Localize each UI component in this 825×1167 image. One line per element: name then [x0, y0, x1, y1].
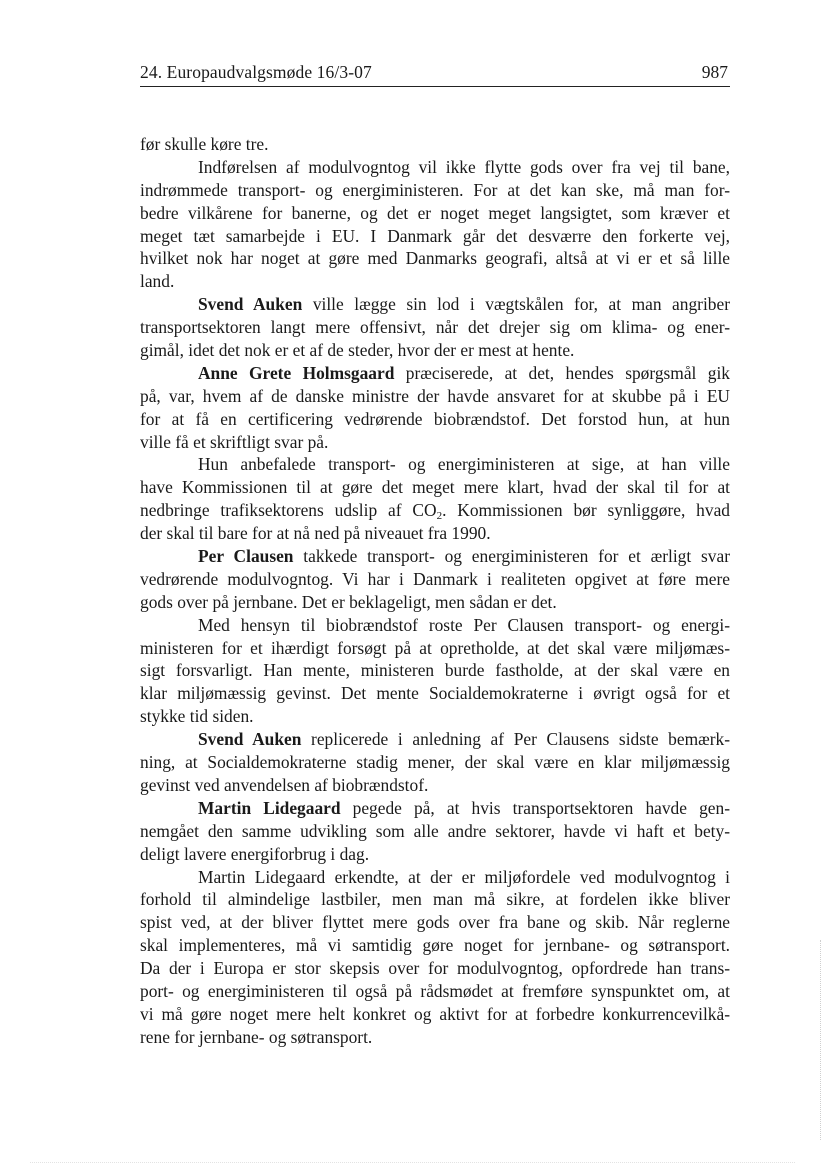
text-segment: skal implementeres, må vi samtidig gøre noget for jernbane- og søtransport.: [140, 935, 730, 956]
text-segment: . Kommissionen bør synliggøre, hvad: [442, 500, 730, 521]
text-segment: stykke tid siden.: [140, 706, 254, 727]
text-segment: ville lægge sin lod i vægtskålen for, at man angriber: [302, 294, 730, 315]
text-segment: gevinst ved anvendelsen af biobrændstof.: [140, 774, 429, 795]
text-line: [140, 247, 730, 270]
text-line: [140, 179, 730, 202]
text-line: [140, 843, 730, 866]
text-line: [140, 682, 730, 705]
page-header: [140, 58, 730, 87]
text-line: [140, 659, 730, 682]
text-line: [140, 362, 730, 385]
text-segment: vi må gøre noget mere helt konkret og aktivt for at forbedre konkurrencevilkå-: [140, 1003, 730, 1024]
text-segment: bedre vilkårene for banerne, og det er noget meget langsigtet, som kræver et: [140, 202, 730, 223]
text-segment: gimål, idet det nok er et af de steder, hvor der er mest at hente.: [140, 340, 575, 361]
text-segment: have Kommissionen til at gøre det meget mere klart, hvad der skal til for at: [140, 477, 730, 498]
text-line: [140, 385, 730, 408]
text-line: [140, 1026, 730, 1049]
text-line: [140, 751, 730, 774]
text-line: [140, 888, 730, 911]
text-line: [140, 568, 730, 591]
text-line: [140, 980, 730, 1003]
text-line: [140, 866, 730, 889]
text-line: [140, 957, 730, 980]
subscript: 2: [436, 510, 443, 523]
text-segment: gods over på jernbane. Det er beklageligt, men sådan er det.: [140, 591, 557, 612]
text-line: [140, 270, 730, 293]
text-line: [140, 133, 730, 156]
text-segment: ministeren for et ihærdigt forsøgt på at opretholde, at det skal være miljømæs-: [140, 637, 730, 658]
text-line: [140, 293, 730, 316]
text-line: [140, 614, 730, 637]
text-segment: Da der i Europa er stor skepsis over for modulvogntog, opfordrede han trans-: [140, 958, 730, 979]
text-segment: vedrørende modulvogntog. Vi har i Danmark i realiteten opgivet at føre mere: [140, 568, 730, 589]
text-segment: replicerede i anledning af Per Clausens sidste bemærk-: [301, 729, 730, 750]
text-segment: der skal til bare for at nå ned på niveauet fra 1990.: [140, 523, 491, 544]
text-segment: pegede på, at hvis transportsektoren havde gen-: [340, 797, 730, 818]
text-line: [140, 705, 730, 728]
text-line: [140, 591, 730, 614]
text-segment: forhold til almindelige lastbiler, men man må sikre, at fordelen ikke bliver: [140, 889, 730, 910]
text-segment: deligt lavere energiforbrug i dag.: [140, 843, 370, 864]
text-segment: takkede transport- og energiministeren for et ærligt svar: [293, 546, 730, 567]
text-line: [140, 522, 730, 545]
text-segment: på, var, hvem af de danske ministre der havde ansvaret for at skubbe på i EU: [140, 385, 730, 406]
text-line: [140, 728, 730, 751]
text-segment: land.: [140, 271, 175, 292]
text-segment: indrømmede transport- og energiministeren. For at det kan ske, må man for-: [140, 179, 730, 200]
text-segment: ning, at Socialdemokraterne stadig mener, der skal være en klar miljømæssig: [140, 752, 730, 773]
speaker-name: Martin Lidegaard: [198, 797, 341, 818]
text-line: [140, 431, 730, 454]
text-line: [140, 453, 730, 476]
scan-bottom-artifact: [30, 1161, 795, 1163]
text-segment: spist ved, at der bliver flyttet mere gods over fra bane og skib. Når reglerne: [140, 912, 730, 933]
text-line: [140, 820, 730, 843]
text-line: [140, 408, 730, 431]
text-segment: hvilket nok har noget at gøre med Danmarks geografi, altså at vi er et så lille: [140, 248, 730, 269]
text-line: [140, 225, 730, 248]
text-line: [140, 545, 730, 568]
text-segment: meget tæt samarbejde i EU. I Danmark går det desværre den forkerte vej,: [140, 225, 730, 246]
text-line: [140, 202, 730, 225]
text-segment: for at få en certificering vedrørende biobrændstof. Det forstod hun, at hun: [140, 408, 730, 429]
text-segment: klar miljømæssig gevinst. Det mente Socialdemokraterne i øvrigt også for et: [140, 683, 730, 704]
header-title: 24. Europaudvalgsmøde 16/3-07: [140, 62, 372, 82]
text-line: [140, 911, 730, 934]
text-segment: præciserede, at det, hendes spørgsmål gik: [394, 362, 730, 383]
text-segment: før skulle køre tre.: [140, 134, 269, 154]
speaker-name: Svend Auken: [198, 729, 302, 750]
text-line: [140, 156, 730, 179]
speaker-name: Per Clausen: [198, 546, 294, 567]
text-segment: nedbringe trafiksektorens udslip af CO: [140, 500, 437, 521]
speaker-name: Anne Grete Holmsgaard: [198, 362, 395, 383]
text-line: [140, 1003, 730, 1026]
text-line: [140, 316, 730, 339]
text-segment: ville få et skriftligt svar på.: [140, 431, 329, 452]
text-segment: Hun anbefalede transport- og energiministeren at sige, at han ville: [198, 454, 730, 475]
text-segment: Indførelsen af modulvogntog vil ikke flytte gods over fra vej til bane,: [198, 156, 730, 177]
text-line: [140, 934, 730, 957]
text-line: [140, 637, 730, 660]
text-line: [140, 339, 730, 362]
text-line: [140, 774, 730, 797]
text-segment: rene for jernbane- og søtransport.: [140, 1026, 373, 1047]
text-line: [140, 499, 730, 522]
text-segment: sigt forsvarligt. Han mente, ministeren burde fastholde, at der skal være en: [140, 660, 730, 681]
text-segment: Martin Lidegaard erkendte, at der er miljøfordele ved modulvogntog i: [198, 866, 730, 887]
text-segment: nemgået den samme udvikling som alle andre sektorer, havde vi haft et bety-: [140, 820, 730, 841]
speaker-name: Svend Auken: [198, 294, 303, 315]
text-segment: Med hensyn til biobrændstof roste Per Clausen transport- og energi-: [198, 614, 730, 635]
scan-edge-artifact: [818, 940, 821, 1140]
text-line: [140, 476, 730, 499]
text-segment: port- og energiministeren til også på rådsmødet at fremføre synspunktet om, at: [140, 980, 730, 1001]
text-line: [140, 797, 730, 820]
page-number: 987: [701, 62, 728, 82]
body-text: [140, 133, 730, 1049]
text-segment: transportsektoren langt mere offensivt, når det drejer sig om klima- og ener-: [140, 317, 730, 338]
